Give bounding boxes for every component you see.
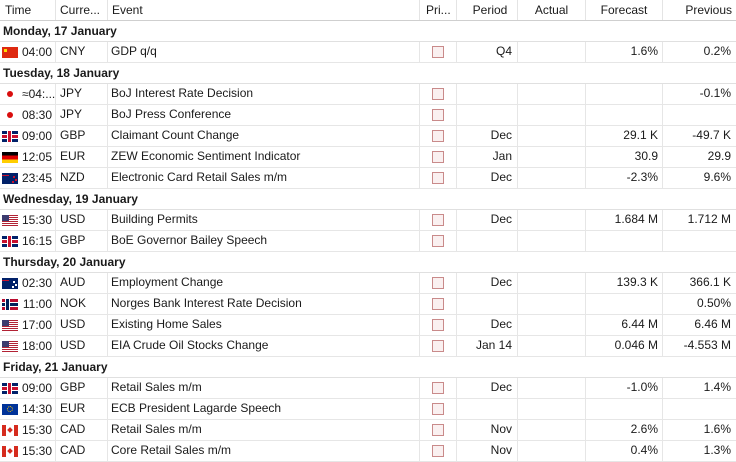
event-currency: JPY bbox=[56, 84, 108, 104]
day-group-header[interactable]: Monday, 17 January bbox=[0, 21, 736, 42]
time-cell bbox=[0, 441, 56, 461]
event-previous: 1.712 M bbox=[687, 212, 731, 226]
event-row[interactable] bbox=[0, 294, 736, 315]
event-period: Dec bbox=[457, 378, 518, 398]
event-name: Norges Bank Interest Rate Decision bbox=[108, 294, 420, 314]
event-time: 15:30 bbox=[22, 422, 53, 437]
event-time: 08:30 bbox=[22, 107, 53, 122]
event-forecast: 0.4% bbox=[586, 441, 663, 461]
priority-cell bbox=[420, 399, 457, 419]
event-forecast bbox=[586, 294, 663, 314]
event-forecast: 1.684 M bbox=[586, 210, 663, 230]
event-currency: USD bbox=[56, 210, 108, 230]
event-actual bbox=[518, 315, 586, 335]
event-previous bbox=[663, 105, 736, 125]
event-name: Claimant Count Change bbox=[108, 126, 420, 146]
event-time: 12:05 bbox=[22, 149, 53, 164]
time-cell bbox=[0, 210, 56, 230]
time-cell bbox=[0, 231, 56, 251]
priority-checkbox[interactable] bbox=[432, 382, 444, 394]
column-header-currency[interactable]: Curre... bbox=[56, 0, 108, 20]
event-row[interactable] bbox=[0, 420, 736, 441]
event-actual bbox=[518, 105, 586, 125]
us-flag-icon bbox=[2, 320, 18, 331]
time-cell bbox=[0, 168, 56, 188]
event-name: Existing Home Sales bbox=[108, 315, 420, 335]
event-forecast bbox=[586, 399, 663, 419]
event-row[interactable] bbox=[0, 126, 736, 147]
priority-checkbox[interactable] bbox=[432, 214, 444, 226]
event-name: BoE Governor Bailey Speech bbox=[108, 231, 420, 251]
event-actual bbox=[518, 399, 586, 419]
event-row[interactable] bbox=[0, 441, 736, 462]
priority-checkbox[interactable] bbox=[432, 403, 444, 415]
event-period: Dec bbox=[457, 168, 518, 188]
event-previous: -4.553 M bbox=[683, 338, 731, 352]
priority-checkbox[interactable] bbox=[432, 46, 444, 58]
event-forecast: 139.3 K bbox=[586, 273, 663, 293]
priority-checkbox[interactable] bbox=[432, 319, 444, 331]
event-previous: 1.4% bbox=[703, 380, 731, 394]
event-time: 09:00 bbox=[22, 128, 53, 143]
event-previous: -49.7 K bbox=[692, 128, 731, 142]
event-previous bbox=[663, 399, 736, 419]
event-currency: CNY bbox=[56, 42, 108, 62]
event-time: ≈04:... bbox=[22, 86, 56, 101]
event-time: 15:30 bbox=[22, 443, 53, 458]
event-actual bbox=[518, 42, 586, 62]
event-name: BoJ Interest Rate Decision bbox=[108, 84, 420, 104]
priority-cell bbox=[420, 378, 457, 398]
gb-flag-icon bbox=[2, 383, 18, 394]
column-header-period[interactable]: Period bbox=[457, 0, 518, 20]
event-row[interactable] bbox=[0, 315, 736, 336]
event-period: Dec bbox=[457, 126, 518, 146]
event-previous: 1.6% bbox=[703, 422, 731, 436]
event-currency: NZD bbox=[56, 168, 108, 188]
event-period: Q4 bbox=[457, 42, 518, 62]
event-forecast: -1.0% bbox=[586, 378, 663, 398]
event-forecast: 2.6% bbox=[586, 420, 663, 440]
column-header-event[interactable]: Event bbox=[108, 0, 420, 20]
event-previous bbox=[663, 231, 736, 251]
priority-cell bbox=[420, 42, 457, 62]
event-period: Dec bbox=[457, 273, 518, 293]
eu-flag-icon bbox=[2, 404, 18, 415]
priority-cell bbox=[420, 420, 457, 440]
event-actual bbox=[518, 126, 586, 146]
priority-checkbox[interactable] bbox=[432, 172, 444, 184]
au-flag-icon bbox=[2, 278, 18, 289]
event-period: Dec bbox=[457, 315, 518, 335]
event-time: 09:00 bbox=[22, 380, 53, 395]
event-forecast: 30.9 bbox=[586, 147, 663, 167]
japan-flag-icon bbox=[7, 112, 13, 118]
priority-cell bbox=[420, 147, 457, 167]
event-currency: USD bbox=[56, 336, 108, 356]
event-previous: 6.46 M bbox=[694, 317, 731, 331]
event-currency: GBP bbox=[56, 126, 108, 146]
us-flag-icon bbox=[2, 215, 18, 226]
event-time: 15:30 bbox=[22, 212, 53, 227]
column-header-actual[interactable]: Actual bbox=[518, 0, 586, 20]
event-row[interactable] bbox=[0, 336, 736, 357]
event-actual bbox=[518, 84, 586, 104]
event-row[interactable] bbox=[0, 273, 736, 294]
event-row[interactable] bbox=[0, 210, 736, 231]
event-forecast: -2.3% bbox=[586, 168, 663, 188]
priority-cell bbox=[420, 126, 457, 146]
priority-cell bbox=[420, 105, 457, 125]
day-group-header[interactable]: Friday, 21 January bbox=[0, 357, 736, 378]
priority-checkbox[interactable] bbox=[432, 424, 444, 436]
event-previous: 9.6% bbox=[703, 170, 731, 184]
event-actual bbox=[518, 420, 586, 440]
priority-cell bbox=[420, 210, 457, 230]
event-previous: 0.2% bbox=[703, 44, 731, 58]
event-currency: NOK bbox=[56, 294, 108, 314]
event-name: ECB President Lagarde Speech bbox=[108, 399, 420, 419]
event-name: Employment Change bbox=[108, 273, 420, 293]
event-currency: AUD bbox=[56, 273, 108, 293]
event-forecast: 1.6% bbox=[586, 42, 663, 62]
event-period bbox=[457, 399, 518, 419]
japan-flag-icon bbox=[7, 91, 13, 97]
priority-checkbox[interactable] bbox=[432, 235, 444, 247]
event-period: Nov bbox=[457, 441, 518, 461]
time-cell bbox=[0, 42, 56, 62]
day-group-header[interactable]: Thursday, 20 January bbox=[0, 252, 736, 273]
time-cell bbox=[0, 294, 56, 314]
event-time: 14:30 bbox=[22, 401, 53, 416]
priority-cell bbox=[420, 294, 457, 314]
event-row[interactable] bbox=[0, 399, 736, 420]
event-name: Retail Sales m/m bbox=[108, 420, 420, 440]
event-actual bbox=[518, 378, 586, 398]
column-header-previous[interactable]: Previous bbox=[685, 3, 732, 17]
event-period bbox=[457, 105, 518, 125]
event-row[interactable] bbox=[0, 168, 736, 189]
event-forecast bbox=[586, 105, 663, 125]
event-period bbox=[457, 231, 518, 251]
event-currency: USD bbox=[56, 315, 108, 335]
event-time: 17:00 bbox=[22, 317, 53, 332]
priority-checkbox[interactable] bbox=[432, 151, 444, 163]
priority-cell bbox=[420, 168, 457, 188]
time-cell bbox=[0, 147, 56, 167]
event-time: 16:15 bbox=[22, 233, 53, 248]
calendar-body bbox=[0, 21, 736, 462]
event-actual bbox=[518, 441, 586, 461]
event-name: Building Permits bbox=[108, 210, 420, 230]
event-forecast: 6.44 M bbox=[586, 315, 663, 335]
priority-checkbox[interactable] bbox=[432, 340, 444, 352]
event-previous: 1.3% bbox=[703, 443, 731, 457]
event-name: EIA Crude Oil Stocks Change bbox=[108, 336, 420, 356]
event-currency: GBP bbox=[56, 378, 108, 398]
event-currency: CAD bbox=[56, 420, 108, 440]
event-name: Electronic Card Retail Sales m/m bbox=[108, 168, 420, 188]
event-row[interactable] bbox=[0, 378, 736, 399]
ca-flag-icon bbox=[2, 446, 18, 457]
event-forecast bbox=[586, 84, 663, 104]
event-time: 02:30 bbox=[22, 275, 53, 290]
us-flag-icon bbox=[2, 341, 18, 352]
priority-checkbox[interactable] bbox=[432, 298, 444, 310]
time-cell bbox=[0, 336, 56, 356]
event-name: BoJ Press Conference bbox=[108, 105, 420, 125]
event-actual bbox=[518, 210, 586, 230]
time-cell bbox=[0, 84, 56, 104]
event-currency: EUR bbox=[56, 399, 108, 419]
event-row[interactable] bbox=[0, 147, 736, 168]
event-previous: 29.9 bbox=[707, 149, 731, 163]
time-cell bbox=[0, 105, 56, 125]
event-time: 11:00 bbox=[22, 296, 52, 311]
ca-flag-icon bbox=[2, 425, 18, 436]
event-period: Jan 14 bbox=[457, 336, 518, 356]
event-period: Nov bbox=[457, 420, 518, 440]
de-flag-icon bbox=[2, 152, 18, 163]
gb-flag-icon bbox=[2, 236, 18, 247]
priority-cell bbox=[420, 273, 457, 293]
event-actual bbox=[518, 231, 586, 251]
event-time: 23:45 bbox=[22, 170, 53, 185]
priority-checkbox[interactable] bbox=[432, 277, 444, 289]
event-period: Jan bbox=[457, 147, 518, 167]
time-cell bbox=[0, 420, 56, 440]
nz-flag-icon bbox=[2, 173, 18, 184]
event-name: ZEW Economic Sentiment Indicator bbox=[108, 147, 420, 167]
column-header-time[interactable]: Time bbox=[0, 0, 56, 20]
time-cell bbox=[0, 378, 56, 398]
priority-checkbox[interactable] bbox=[432, 130, 444, 142]
day-group-header[interactable]: Wednesday, 19 January bbox=[0, 189, 736, 210]
time-cell bbox=[0, 315, 56, 335]
event-row[interactable] bbox=[0, 42, 736, 63]
event-currency: JPY bbox=[56, 105, 108, 125]
gb-flag-icon bbox=[2, 131, 18, 142]
event-name: Retail Sales m/m bbox=[108, 378, 420, 398]
day-group-header[interactable]: Tuesday, 18 January bbox=[0, 63, 736, 84]
event-period bbox=[457, 294, 518, 314]
event-period: Dec bbox=[457, 210, 518, 230]
priority-cell bbox=[420, 315, 457, 335]
event-name: GDP q/q bbox=[108, 42, 420, 62]
cn-flag-icon bbox=[2, 47, 18, 58]
event-time: 04:00 bbox=[22, 44, 53, 59]
no-flag-icon bbox=[2, 299, 18, 310]
column-header-row bbox=[0, 0, 736, 21]
event-forecast: 0.046 M bbox=[586, 336, 663, 356]
event-previous: 366.1 K bbox=[689, 275, 731, 289]
priority-cell bbox=[420, 336, 457, 356]
event-forecast bbox=[586, 231, 663, 251]
time-cell bbox=[0, 273, 56, 293]
event-actual bbox=[518, 294, 586, 314]
event-actual bbox=[518, 273, 586, 293]
event-time: 18:00 bbox=[22, 338, 53, 353]
event-previous: -0.1% bbox=[699, 86, 731, 100]
event-name: Core Retail Sales m/m bbox=[108, 441, 420, 461]
priority-cell bbox=[420, 84, 457, 104]
priority-checkbox[interactable] bbox=[432, 445, 444, 457]
time-cell bbox=[0, 126, 56, 146]
event-row[interactable] bbox=[0, 231, 736, 252]
priority-cell bbox=[420, 231, 457, 251]
event-previous: 0.50% bbox=[696, 296, 731, 310]
event-actual bbox=[518, 336, 586, 356]
priority-cell bbox=[420, 441, 457, 461]
column-header-forecast[interactable]: Forecast bbox=[586, 0, 663, 20]
event-row[interactable] bbox=[0, 105, 736, 126]
event-currency: EUR bbox=[56, 147, 108, 167]
event-period bbox=[457, 84, 518, 104]
priority-checkbox[interactable] bbox=[432, 109, 444, 121]
event-row[interactable] bbox=[0, 84, 736, 105]
time-cell bbox=[0, 399, 56, 419]
event-currency: GBP bbox=[56, 231, 108, 251]
event-currency: CAD bbox=[56, 441, 108, 461]
event-forecast: 29.1 K bbox=[586, 126, 663, 146]
event-actual bbox=[518, 147, 586, 167]
column-header-priority[interactable]: Pri... bbox=[420, 0, 457, 20]
event-actual bbox=[518, 168, 586, 188]
priority-checkbox[interactable] bbox=[432, 88, 444, 100]
